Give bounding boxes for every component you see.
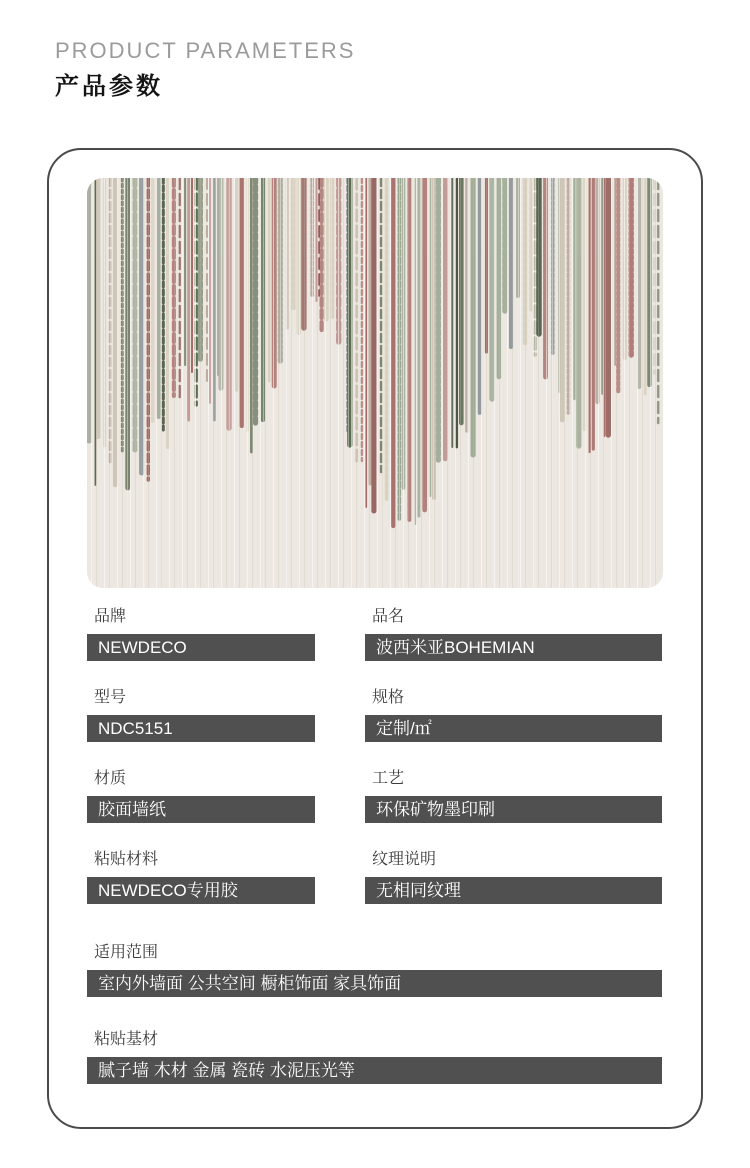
- field-label: 规格: [372, 689, 405, 706]
- parameters-card-content: [87, 178, 663, 1084]
- field-label: 纹理说明: [372, 851, 437, 868]
- field-label: 品名: [372, 608, 405, 625]
- field-value: 腻子墙 木材 金属 瓷砖 水泥压光等: [87, 1057, 662, 1084]
- field-texture-note: [365, 851, 662, 904]
- field-value: 定制/㎡: [365, 715, 662, 742]
- field-model: [87, 689, 315, 742]
- field-label: 粘贴基材: [94, 1031, 159, 1048]
- page-title-cn: 产品参数: [55, 73, 163, 100]
- field-spec: [365, 689, 662, 742]
- field-value: NEWDECO: [87, 634, 315, 661]
- parameters-grid: [87, 608, 663, 1084]
- field-value: 波西米亚BOHEMIAN: [365, 634, 662, 661]
- page-header: [55, 38, 355, 101]
- field-label: 品牌: [94, 608, 127, 625]
- field-substrate: [87, 1031, 662, 1084]
- field-label: 型号: [94, 689, 127, 706]
- field-value: NEWDECO专用胶: [87, 877, 315, 904]
- field-applicable-range: [87, 944, 662, 997]
- parameters-card: [47, 148, 703, 1129]
- field-label: 适用范围: [94, 944, 159, 961]
- field-craft: [365, 770, 662, 823]
- product-image-svg: [87, 178, 663, 588]
- field-label: 材质: [94, 770, 127, 787]
- field-product-name: [365, 608, 662, 661]
- field-value: 室内外墙面 公共空间 橱柜饰面 家具饰面: [87, 970, 662, 997]
- field-label: 粘贴材料: [94, 851, 159, 868]
- field-adhesive-material: [87, 851, 315, 904]
- field-value: NDC5151: [87, 715, 315, 742]
- field-brand: [87, 608, 315, 661]
- page-title-en: PRODUCT PARAMETERS: [55, 38, 356, 63]
- field-value: 无相同纹理: [365, 877, 662, 904]
- field-label: 工艺: [372, 770, 405, 787]
- product-image: [87, 178, 663, 588]
- field-value: 胶面墙纸: [87, 796, 315, 823]
- field-material: [87, 770, 315, 823]
- field-value: 环保矿物墨印刷: [365, 796, 662, 823]
